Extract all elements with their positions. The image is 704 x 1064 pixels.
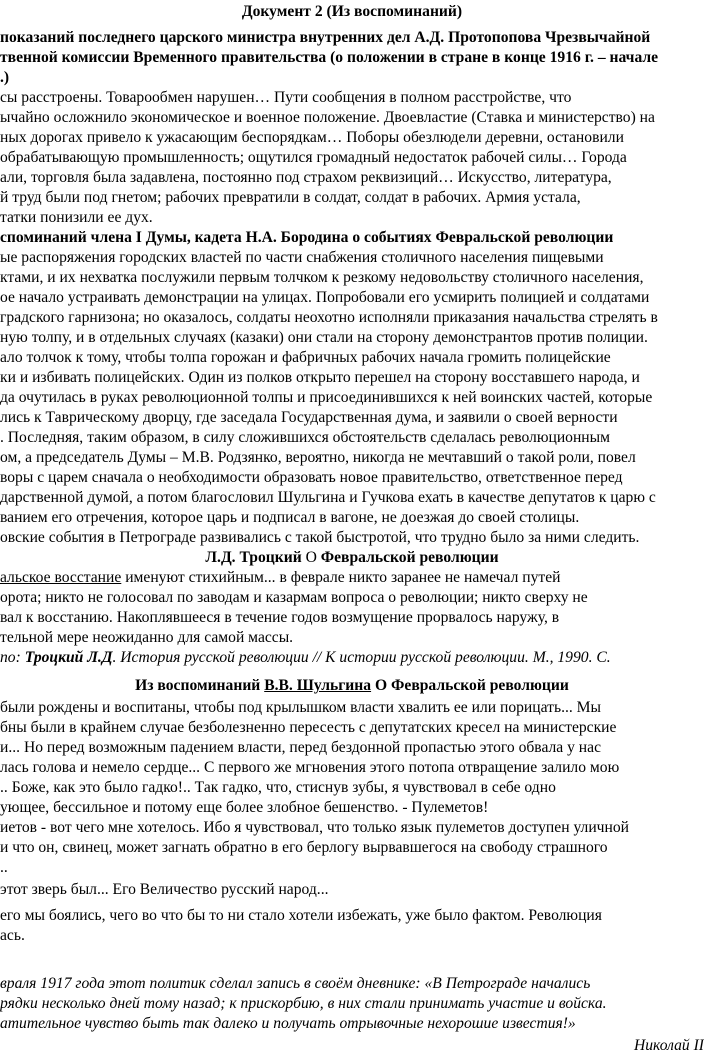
section2-text-line: дарственной думой, а потом благословил Шульгина и Гучкова ехать в качестве депутатов к царю с (0, 489, 656, 506)
section4-text-line: .. Боже, как это было гадко!.. Так гадко, что, стиснув зубы, я чувствовал в себе одно (0, 779, 556, 796)
section2-text-line: ало толчок к тому, чтобы толпа горожан и фабричных рабочих начала громить полицейские (0, 349, 611, 366)
section4-text-line: иетов - вот чего мне хотелось. Ибо я чувствовал, что только язык пулеметов доступен уличной (0, 819, 630, 836)
section3-text-line: вал к восстанию. Накоплявшееся в течение годов возмущение прорвалось наружу, в (0, 609, 560, 626)
section2-text-line: ые распоряжения городских властей по части снабжения столичного населения пищевыми (0, 249, 604, 266)
section4-text-line: были рождены и воспитаны, чтобы под крылышком власти хвалить ее или порицать... Мы (0, 699, 602, 716)
section4-heading-name: В.В. Шульгина (264, 677, 372, 694)
section4-heading-pre: Из воспоминаний (135, 677, 265, 694)
section2-text-line: воры с царем сначала о необходимости образовать новое правительство, ответственное перед (0, 469, 623, 486)
section4-text-line: .. (0, 859, 8, 876)
section3-text-line: тельной мере неожиданно для самой массы. (0, 629, 294, 646)
section2-heading: споминаний члена I Думы, кадета Н.А. Бородина о событиях Февральской революции (0, 229, 614, 246)
section2-text-line: лись к Таврическому дворцу, где заседала Государственная дума, и заявили о своей верности (0, 409, 618, 426)
section4-text-line: ующее, бессильное и потому еще более злобное бешенство. - Пулеметов! (0, 799, 489, 816)
section1-text-line: ных дорогах привело к ужасающим беспорядкам… Поборы обезлюдели деревни, остановили (0, 129, 624, 146)
section3-underlined-term: альское восстание (0, 569, 122, 586)
section2-text-line: ктами, и их нехватка послужили первым толчком к резкому недовольству столичного населения, (0, 269, 644, 286)
section2-text-line: ки и избивать полицейских. Один из полков открыто перешел на сторону восставшего народа, и (0, 369, 640, 386)
section3-heading-author: Л.Д. Троцкий (205, 549, 306, 566)
section3-heading (0, 548, 704, 568)
section3-text-line: орота; никто не голосовал по заводам и казармам вопроса о революции; никто сверху не (0, 589, 588, 606)
section5-text-line: атительное чувство быть так далеко и получать отрывочные нехорошие известия!» (0, 1015, 576, 1032)
document-title: Документ 2 (Из воспоминаний) (241, 3, 463, 20)
section2-text-line: овские события в Петрограде развивались с такой быстротой, что трудно было за ними следить. (0, 529, 640, 546)
source-author: Троцкий Л.Д (24, 649, 113, 666)
section2-text-line: ванием его отречения, которое царь и подписал в вагоне, не доезжая до своей столицы. (0, 509, 580, 526)
section3-text-line (0, 568, 560, 588)
section4-text-line: этот зверь был... Его Величество русский народ... (0, 881, 329, 898)
section2-text-line: ое начало устраивать демонстрации на улицах. Попробовали его усмирить полицией и солдатами (0, 289, 650, 306)
section4-text-line: и... Но перед возможным падением власти, перед бездонной пропастью этого обвала у нас (0, 739, 601, 756)
section1-text-line: али, торговля была задавлена, постоянно под страхом реквизиций… Искусство, литература, (0, 169, 612, 186)
section1-heading-line: .) (0, 69, 10, 86)
section5-text-line: враля 1917 года этот политик сделал запись в своём дневнике: «В Петрограде начались (0, 975, 591, 992)
section2-text-line: да очутилась в руках революционной толпы и присоединившихся к ней воинских частей, которые (0, 389, 653, 406)
section2-text-line: градского гарнизона; но оказалось, солдаты неохотно исполняли приказания начальства стрелять в (0, 309, 658, 326)
section1-heading-line: твенной комиссии Временного правительства (о положении в стране в конце 1916 г. – начале (0, 49, 659, 66)
section3-heading-title: Февральской революции (316, 549, 499, 566)
section4-text-line: его мы боялись, чего во что бы то ни стало хотели избежать, уже было фактом. Революция (0, 907, 602, 924)
section1-text-line: сы расстроены. Товарообмен нарушен… Пути сообщения в полном расстройстве, что (0, 89, 572, 106)
signature: Николай II (633, 1037, 704, 1054)
source-title: . История русской революции // К истории русской революции. М., 1990. С. (112, 649, 611, 666)
section4-heading-post: О Февральской революции (371, 677, 569, 694)
section1-text-line: обрабатывающую промышленность; ощутился громадный недостаток рабочей силы… Города (0, 149, 627, 166)
section1-text-line: ычайно осложнило экономическое и военное положение. Двоевластие (Ставка и министерство) на (0, 109, 655, 126)
section5-text-line: рядки несколько дней тому назад; к прискорбию, в них стали принимать участие и войска. (0, 995, 607, 1012)
section2-text-line: ную толпу, и в отдельных случаях (казаки) они стали на сторону демонстрантов против полиции. (0, 329, 648, 346)
section4-text-line: и что он, свинец, может загнать обратно в его берлогу вырвавшегося на свободу страшного (0, 839, 608, 856)
section3-line1-rest: именуют стихийным... в феврале никто заранее не намечал путей (121, 569, 561, 586)
section4-heading (0, 676, 704, 696)
source-prefix: по: (0, 649, 25, 666)
section2-text-line: . Последняя, таким образом, в силу сложившихся обстоятельств сделалась революционным (0, 429, 610, 446)
section3-heading-o: О (305, 549, 317, 566)
section4-text-line: бны были в крайнем случае безболезненно пересесть с депутатских кресел на министерские (0, 719, 617, 736)
section4-text-line: ась. (0, 927, 25, 944)
section1-text-line: татки понизили ее дух. (0, 209, 153, 226)
section4-text-line: лась голова и немело сердце... С первого же мгновения этого потопа отвращение залило мою (0, 759, 620, 776)
section1-text-line: й труд были под гнетом; рабочих превратили в солдат, солдат в рабочих. Армия устала, (0, 189, 581, 206)
section3-source (0, 648, 611, 668)
section2-text-line: ом, а председатель Думы – М.В. Родзянко, вероятно, никогда не мечтавший о такой роли, повел (0, 449, 636, 466)
section1-heading-line: показаний последнего царского министра внутренних дел А.Д. Протопопова Чрезвычайной (0, 29, 651, 46)
